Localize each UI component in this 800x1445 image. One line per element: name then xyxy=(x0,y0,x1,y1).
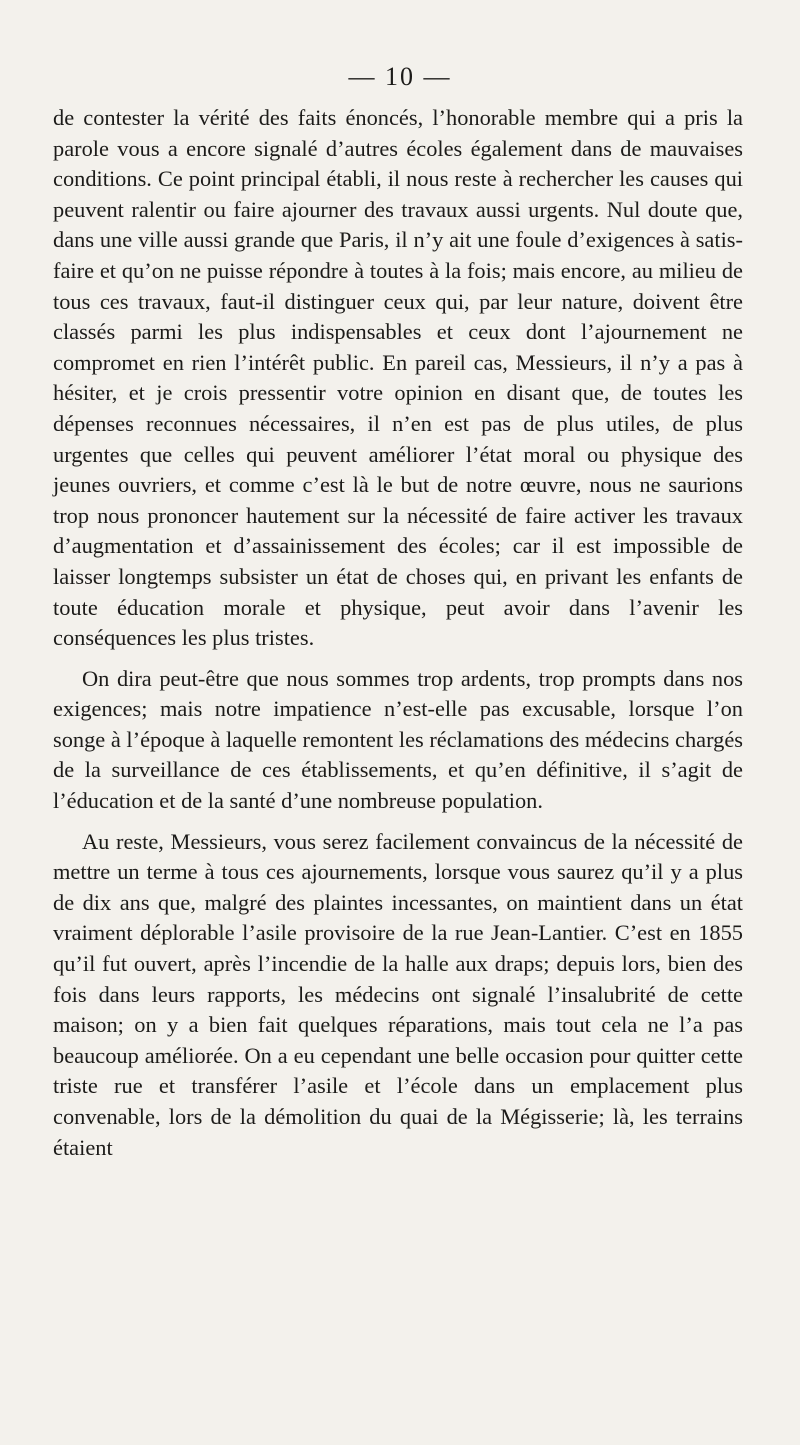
page-number: — 10 — xyxy=(348,62,452,91)
paragraph-1: de contester la vérité des faits énoncés, l’honorable membre qui a pris la parole vous a encore signalé d’autres écoles également dans de mauvaises conditions. Ce point principal établi, il nous reste à rechercher les causes qui peuvent ralentir ou faire ajourner des travaux aussi urgents. Nul doute que, dans une ville aussi grande que Paris, il n’y ait une foule d’exigences à satisfaire et qu’on ne puisse répondre à toutes à la fois; mais encore, au milieu de tous ces travaux, faut-il distinguer ceux qui, par leur nature, doivent être classés parmi les plus indispensables et ceux dont l’ajournement ne compromet en rien l’intérêt public. En pareil cas, Messieurs, il n’y a pas à hésiter, et je crois pressentir votre opinion en disant que, de toutes les dépenses reconnues nécessaires, il n’en est pas de plus utiles, de plus urgentes que celles qui peuvent améliorer l’état moral ou physique des jeunes ouvriers, et comme c’est là le but de notre œuvre, nous ne saurions trop nous prononcer hautement sur la nécessité de faire activer les travaux d’augmentation et d’assainissement des écoles; car il est impossible de laisser longtemps subsister un état de choses qui, en privant les enfants de toute éducation morale et physique, peut avoir dans l’avenir les conséquences les plus tristes. xyxy=(53,105,743,651)
paragraph-3: Au reste, Messieurs, vous serez facilement convaincus de la nécessité de mettre un terme à tous ces ajournements, lorsque vous saurez qu’il y a plus de dix ans que, malgré des plaintes incessantes, on maintient dans un état vraiment déplorable l’asile provisoire de la rue Jean-Lantier. C’est en 1855 qu’il fut ouvert, après l’incendie de la halle aux draps; depuis lors, bien des fois dans leurs rapports, les médecins ont signalé l’insalubrité de cette maison; on y a bien fait quelques réparations, mais tout cela ne l’a pas beaucoup améliorée. On a eu cependant une belle occasion pour quitter cette triste rue et transférer l’asile et l’école dans un emplacement plus convenable, lors de la démolition du quai de la Mégisserie; là, les terrains étaient xyxy=(53,828,743,1160)
paragraph-2: On dira peut-être que nous sommes trop ardents, trop prompts dans nos exigences; mais notre impatience n’est-elle pas excusable, lorsque l’on songe à l’époque à laquelle remontent les réclamations des médecins chargés de la surveillance de ces établissements, et qu’en définitive, il s’agit de l’éducation et de la santé d’une nombreuse population. xyxy=(53,665,743,814)
body-text xyxy=(53,103,743,1163)
